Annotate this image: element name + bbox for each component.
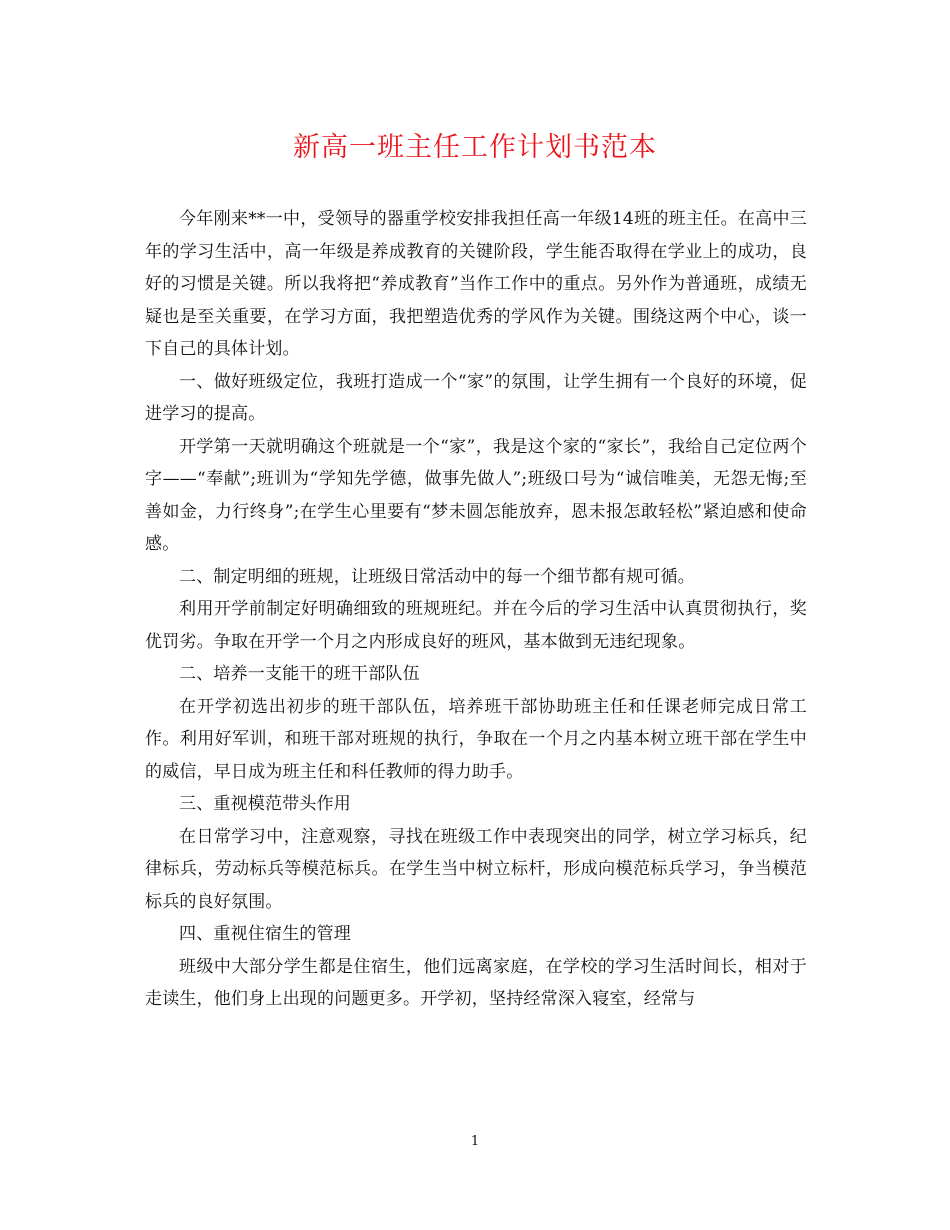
document-title: 新高一班主任工作计划书范本: [293, 132, 657, 163]
document-body: [145, 203, 807, 1016]
paragraph-section-1-body: 开学第一天就明确这个班就是一个“家”，我是这个家的“家长”，我给自己定位两个字——“奉献”;班训为“学知先学德，做事先做人”;班级口号为“诚信唯美，无怨无悔;至善如金，力行终身”;在学生心里要有“梦未圆怎能放弃，恩未报怎敢轻松”紧迫感和使命感。: [145, 436, 807, 554]
page-number: 1: [470, 1134, 480, 1149]
paragraph-section-2-body: 利用开学前制定好明确细致的班规班纪。并在今后的学习生活中认真贯彻执行，奖优罚劣。争取在开学一个月之内形成良好的班风，基本做到无违纪现象。: [145, 599, 807, 652]
paragraph-section-5-body: 班级中大部分学生都是住宿生，他们远离家庭，在学校的学习生活时间长，相对于走读生，他们身上出现的问题更多。开学初，坚持经常深入寝室，经常与: [145, 956, 807, 1009]
paragraph-section-4-body: 在日常学习中，注意观察，寻找在班级工作中表现突出的同学，树立学习标兵，纪律标兵，劳动标兵等模范标兵。在学生当中树立标杆，形成向模范标兵学习，争当模范标兵的良好氛围。: [145, 826, 807, 912]
paragraph-intro: 今年刚来**一中，受领导的器重学校安排我担任高一年级14班的班主任。在高中三年的学习生活中，高一年级是养成教育的关键阶段，学生能否取得在学业上的成功，良好的习惯是关键。所以我将把“养成教育”当作工作中的重点。另外作为普通班，成绩无疑也是至关重要，在学习方面，我把塑造优秀的学风作为关键。围绕这两个中心，谈一下自己的具体计划。: [145, 209, 807, 359]
paragraph-section-3-body: 在开学初选出初步的班干部队伍，培养班干部协助班主任和任课老师完成日常工作。利用好军训，和班干部对班规的执行，争取在一个月之内基本树立班干部在学生中的威信，早日成为班主任和科任教师的得力助手。: [145, 696, 807, 782]
paragraph-section-3-heading: 二、培养一支能干的班干部队伍: [179, 664, 420, 684]
paragraph-section-2-heading: 二、制定明细的班规，让班级日常活动中的每一个细节都有规可循。: [179, 566, 695, 587]
paragraph-section-1-heading: 一、做好班级定位，我班打造成一个“家”的氛围，让学生拥有一个良好的环境，促进学习的提高。: [145, 371, 807, 424]
paragraph-section-5-heading: 四、重视住宿生的管理: [179, 924, 351, 944]
paragraph-section-4-heading: 三、重视模范带头作用: [179, 794, 351, 814]
